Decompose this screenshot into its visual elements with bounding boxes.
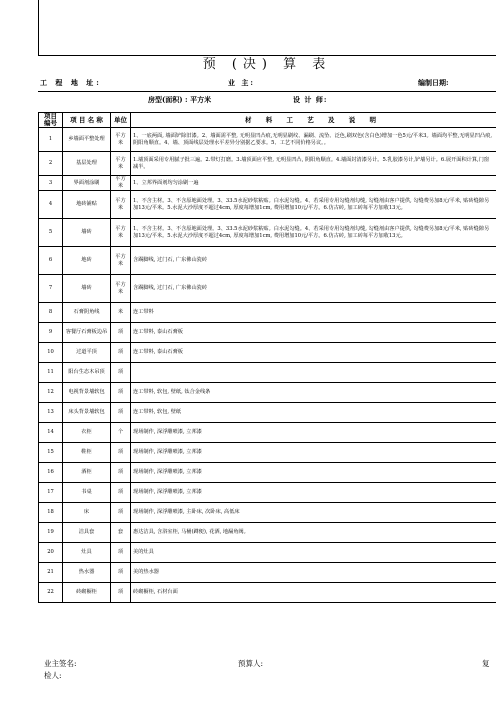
unit-cell: 项 bbox=[111, 463, 131, 483]
description-cell: 现场制作, 深浮雕喷漆, 立邦漆 bbox=[131, 443, 496, 463]
table-row bbox=[39, 503, 496, 523]
item-name-cell: 床头背景墙软包 bbox=[63, 403, 111, 423]
description-cell: 连工带料, 软包, 壁纸, 钛合金线条 bbox=[131, 383, 496, 403]
table-row bbox=[39, 128, 496, 152]
description-cell: 连工带料, 软包, 壁纸 bbox=[131, 403, 496, 423]
item-no-cell: 3 bbox=[39, 176, 63, 191]
table-row bbox=[39, 383, 496, 403]
item-no-cell: 17 bbox=[39, 483, 63, 503]
item-no-cell: 7 bbox=[39, 275, 63, 303]
item-name-cell: 砖砌橱柜 bbox=[63, 583, 111, 603]
reviewer-label: 检人: bbox=[44, 671, 62, 680]
description-cell: 砖砌橱柜, 石材台面 bbox=[131, 583, 496, 603]
table-row bbox=[39, 275, 496, 303]
table-row bbox=[39, 483, 496, 503]
unit-cell: 项 bbox=[111, 503, 131, 523]
unit-cell: 项 bbox=[111, 403, 131, 423]
unit-cell: 平方米 bbox=[111, 176, 131, 191]
info-row-1 bbox=[38, 75, 496, 92]
item-no-cell: 21 bbox=[39, 563, 63, 583]
table-row bbox=[39, 463, 496, 483]
unit-cell: 项 bbox=[111, 563, 131, 583]
item-name-cell: 鞋柜 bbox=[63, 443, 111, 463]
item-no-cell: 20 bbox=[39, 543, 63, 563]
description-cell: 1.墙顶面采用专用腻子批三遍。2.带灯打磨。3.墙顶面应平整, 无明显凹凸, 阴阳角顺直。4.墙面封清漆另计。5.乳胶漆另计,铲墙另计。6.展开面积计算,门窗减半。 bbox=[131, 152, 496, 176]
item-name-cell: 界面剂涂刷 bbox=[63, 176, 111, 191]
description-cell: 现场制作, 深浮雕喷漆, 立邦漆 bbox=[131, 483, 496, 503]
header-item-no: 项目编号 bbox=[39, 113, 63, 128]
unit-cell: 项 bbox=[111, 583, 131, 603]
table-row bbox=[39, 563, 496, 583]
table-row bbox=[39, 423, 496, 443]
item-name-cell: 墙砖 bbox=[63, 275, 111, 303]
unit-cell: 平方米 bbox=[111, 275, 131, 303]
item-no-cell: 16 bbox=[39, 463, 63, 483]
table-row bbox=[39, 403, 496, 423]
item-no-cell: 15 bbox=[39, 443, 63, 463]
table-row bbox=[39, 323, 496, 343]
unit-cell: 平方米 bbox=[111, 247, 131, 275]
table-row bbox=[39, 247, 496, 275]
table-body bbox=[39, 128, 496, 603]
item-no-cell: 14 bbox=[39, 423, 63, 443]
description-cell: 1、不含主材。3、不含原地面处理。3、33.5水泥砂浆粘贴。白水泥勾缝。4、若采用专用勾缝剂勾缝, 勾缝剂由客户提供, 勾缝费另加8元/平米, 贴砖缝隙另加13元/平米。5.水泥大沙厚度不超过4cm, 厚度每增加1cm, 费用增加10元/平方。6.仿古砖, 加工砖每平方加收13元。 bbox=[131, 191, 496, 219]
item-name-cell: 过道平顶 bbox=[63, 343, 111, 363]
unit-cell: 项 bbox=[111, 483, 131, 503]
unit-cell: 套 bbox=[111, 523, 131, 543]
unit-cell: 平方米 bbox=[111, 128, 131, 152]
unit-cell: 平方米 bbox=[111, 152, 131, 176]
item-name-cell: 床 bbox=[63, 503, 111, 523]
item-name-cell: 灶具 bbox=[63, 543, 111, 563]
item-name-cell: 书桌 bbox=[63, 483, 111, 503]
item-no-cell: 1 bbox=[39, 128, 63, 152]
table-row bbox=[39, 219, 496, 247]
item-name-cell: 客餐厅石膏板边吊 bbox=[63, 323, 111, 343]
table-row bbox=[39, 176, 496, 191]
item-no-cell: 6 bbox=[39, 247, 63, 275]
description-cell: 美的热水器 bbox=[131, 563, 496, 583]
item-no-cell: 18 bbox=[39, 503, 63, 523]
description-cell: 1、一底两面, 墙面铲除旧漆。2、墙面需平整, 无明显凹凸痕,无明显刷纹、漏刷、流坠、泛色,刷双色(含白色)增加一色5元/平米3。墙面均平整,无明显凹凸痕,阴阳角顺直。4、墙、顶面线层处理水平差异分别据乙要求。5、工艺不同价格另议。。 bbox=[131, 128, 496, 152]
description-cell bbox=[131, 363, 496, 383]
item-no-cell: 2 bbox=[39, 152, 63, 176]
description-cell: 含踢脚线, 过门石, 广东佛山瓷砖 bbox=[131, 247, 496, 275]
item-name-cell: 衣柜 bbox=[63, 423, 111, 443]
item-name-cell: 阳台生态木吊顶 bbox=[63, 363, 111, 383]
description-cell: 现场制作, 深浮雕喷漆, 主卧床, 次卧床, 高低床 bbox=[131, 503, 496, 523]
item-no-cell: 19 bbox=[39, 523, 63, 543]
budget-table bbox=[38, 112, 496, 603]
unit-cell: 项 bbox=[111, 343, 131, 363]
item-no-cell: 5 bbox=[39, 219, 63, 247]
table-row bbox=[39, 443, 496, 463]
item-name-cell: 墙砖 bbox=[63, 219, 111, 247]
item-name-cell: 电视背景墙软包 bbox=[63, 383, 111, 403]
item-no-cell: 9 bbox=[39, 323, 63, 343]
header-blank-area bbox=[38, 0, 496, 56]
table-row bbox=[39, 543, 496, 563]
item-name-cell: 乡墙面平整处理 bbox=[63, 128, 111, 152]
description-cell: 1、立邦界面剂均匀涂刷一遍 bbox=[131, 176, 496, 191]
designer-label: 设 计 师: bbox=[293, 95, 328, 104]
table-row bbox=[39, 303, 496, 323]
table-header-row bbox=[39, 113, 496, 128]
item-name-cell: 石膏阴角线 bbox=[63, 303, 111, 323]
description-cell: 连工带料 bbox=[131, 303, 496, 323]
table-row bbox=[39, 152, 496, 176]
unit-cell: 米 bbox=[111, 303, 131, 323]
header-description: 材 料 工 艺 及 说 明 bbox=[131, 113, 496, 128]
unit-cell: 项 bbox=[111, 363, 131, 383]
unit-cell: 项 bbox=[111, 443, 131, 463]
description-cell: 连工带料, 泰山石膏板 bbox=[131, 343, 496, 363]
item-no-cell: 4 bbox=[39, 191, 63, 219]
description-cell: 现场制作, 深浮雕喷漆, 立邦漆 bbox=[131, 423, 496, 443]
item-no-cell: 11 bbox=[39, 363, 63, 383]
unit-cell: 项 bbox=[111, 323, 131, 343]
item-name-cell: 酒柜 bbox=[63, 463, 111, 483]
description-cell: 1、不含主材。3、不含原地面处理。3、33.5水泥砂浆粘贴。白水泥勾缝。4、若采用专用勾缝剂勾缝, 勾缝剂由客户提供, 勾缝费另加8元/平米, 贴砖缝隙另加13元/平米。5.水泥大沙厚度不超过4cm, 厚度每增加1cm, 费用增加10元/平方。6.仿古砖, 加工砖每平方加收13元。 bbox=[131, 219, 496, 247]
item-name-cell: 基层处理 bbox=[63, 152, 111, 176]
description-cell: 连工带料, 泰山石膏板 bbox=[131, 323, 496, 343]
table-row bbox=[39, 191, 496, 219]
page-title: 预 (决) 算 表 bbox=[202, 57, 332, 72]
project-address-label: 工 程 地 址: bbox=[40, 78, 102, 87]
description-cell: 惠达洁具, 含浴室柜, 马桶(蹲便), 花洒, 地漏角阀。 bbox=[131, 523, 496, 543]
table-row bbox=[39, 583, 496, 603]
house-type-label: 房型(面积) : 平方米 bbox=[148, 95, 212, 104]
item-no-cell: 12 bbox=[39, 383, 63, 403]
table-row bbox=[39, 363, 496, 383]
unit-cell: 平方米 bbox=[111, 191, 131, 219]
item-no-cell: 13 bbox=[39, 403, 63, 423]
description-cell: 含踢脚线, 过门石, 广东佛山瓷砖 bbox=[131, 275, 496, 303]
unit-cell: 项 bbox=[111, 543, 131, 563]
item-name-cell: 地砖 bbox=[63, 247, 111, 275]
recheck-label: 复 bbox=[482, 659, 490, 668]
description-cell: 美的灶具 bbox=[131, 543, 496, 563]
item-no-cell: 8 bbox=[39, 303, 63, 323]
header-unit: 单位 bbox=[111, 113, 131, 128]
owner-signature-label: 业主签名: bbox=[44, 659, 77, 668]
item-name-cell: 地砖铺贴 bbox=[63, 191, 111, 219]
prep-date-label: 编制日期: bbox=[418, 78, 449, 87]
unit-cell: 个 bbox=[111, 423, 131, 443]
unit-cell: 项 bbox=[111, 383, 131, 403]
item-name-cell: 洁具套 bbox=[63, 523, 111, 543]
table-row bbox=[39, 343, 496, 363]
item-no-cell: 10 bbox=[39, 343, 63, 363]
owner-label: 业 主: bbox=[228, 78, 256, 87]
header-item-name: 项 目 名 称 bbox=[63, 113, 111, 128]
info-row-2 bbox=[38, 92, 496, 108]
description-cell: 现场制作, 深浮雕喷漆, 立邦漆 bbox=[131, 463, 496, 483]
item-no-cell: 22 bbox=[39, 583, 63, 603]
table-row bbox=[39, 523, 496, 543]
unit-cell: 平方米 bbox=[111, 219, 131, 247]
estimator-label: 预算人: bbox=[238, 659, 264, 668]
item-name-cell: 热水器 bbox=[63, 563, 111, 583]
